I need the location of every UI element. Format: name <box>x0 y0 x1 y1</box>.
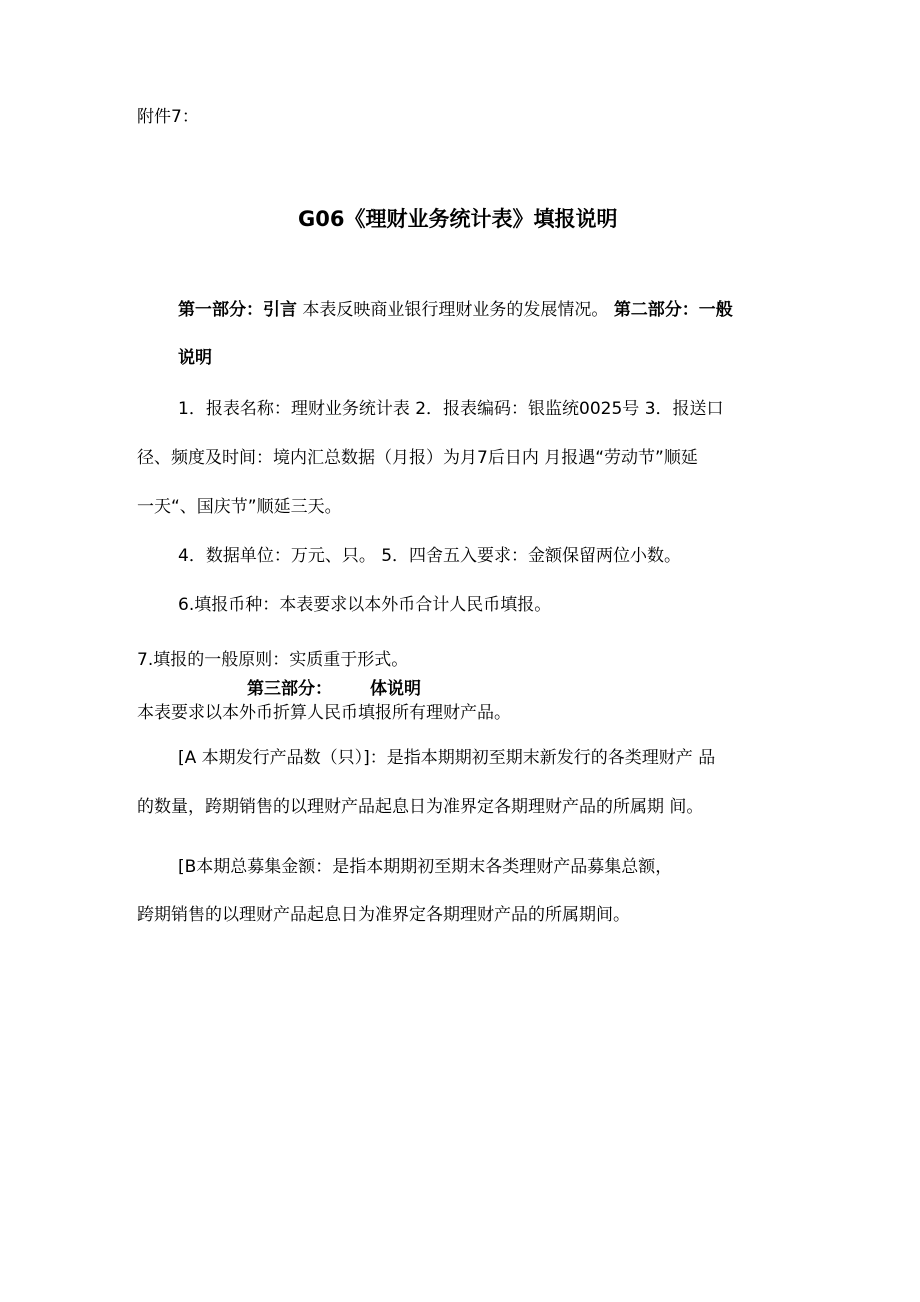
general-line-3: 一天“、国庆节”顺延三天。 <box>137 497 342 517</box>
part3-heading-a: 第三部分： <box>247 679 332 699</box>
part1-heading: 第一部分：引言 <box>178 300 297 320</box>
part2-heading: 第二部分：一般 <box>613 300 733 320</box>
item-a-line-1: [A 本期发行产品数（只）]：是指本期期初至期末新发行的各类理财产 品 <box>178 748 716 768</box>
general-line-1: 1．报表名称：理财业务统计表 2．报表编码：银监统0025号 3．报送口 <box>178 399 724 419</box>
general-line-4: 4．数据单位：万元、只。 5．四舍五入要求：金额保留两位小数。 <box>178 546 682 566</box>
part3-intro: 本表要求以本外币折算人民币填报所有理财产品。 <box>137 703 511 723</box>
part1-paragraph <box>178 299 733 321</box>
general-line-5: 6.填报币种：本表要求以本外币合计人民币填报。 <box>178 595 552 615</box>
item-a-line-2: 的数量，跨期销售的以理财产品起息日为准界定各期理财产品的所属期 间。 <box>137 797 704 817</box>
item-b-line-1: [B本期总募集金额：是指本期期初至期末各类理财产品募集总额， <box>178 857 673 877</box>
page-title: G06《理财业务统计表》填报说明 <box>298 207 618 231</box>
part3-heading <box>247 678 421 700</box>
general-line-2: 径、频度及时间：境内汇总数据（月报）为月7后日内 月报遇“劳动节”顺延 <box>137 448 698 468</box>
item-b-line-2: 跨期销售的以理财产品起息日为准界定各期理财产品的所属期间。 <box>137 905 630 925</box>
part3-heading-b: 体说明 <box>370 679 421 699</box>
part2-heading-cont: 说明 <box>178 348 212 368</box>
attachment-label: 附件7： <box>137 107 199 127</box>
general-line-6: 7.填报的一般原则：实质重于形式。 <box>137 650 409 670</box>
part1-text: 本表反映商业银行理财业务的发展情况。 <box>302 300 609 320</box>
